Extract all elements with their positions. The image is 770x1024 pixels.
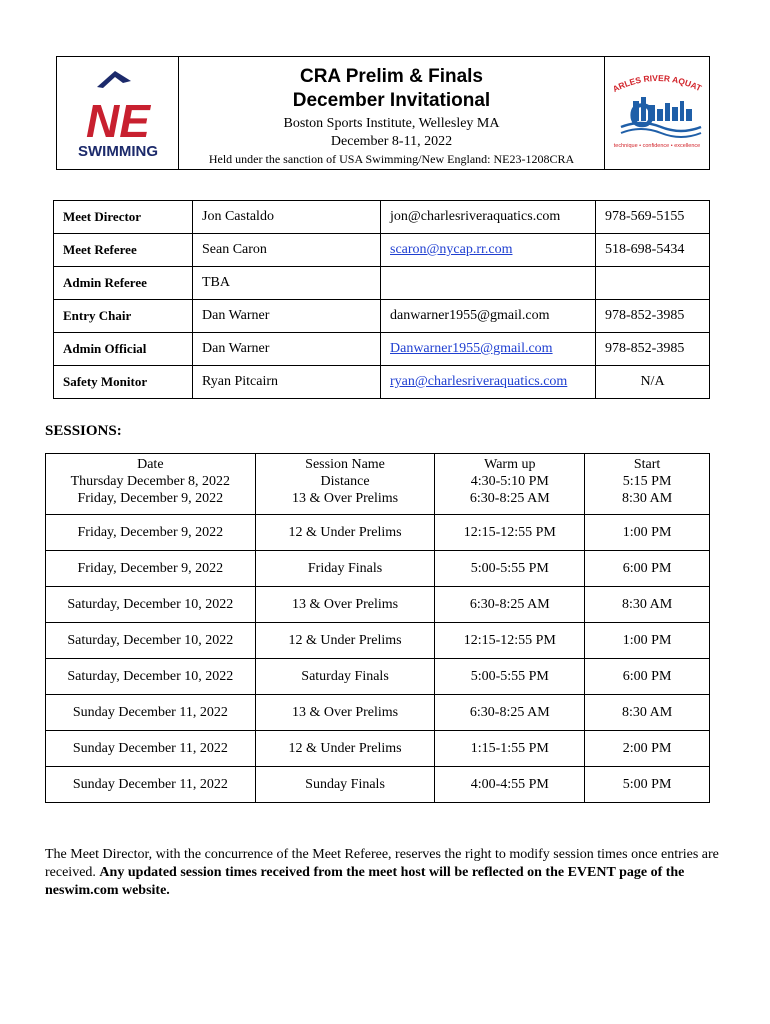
- official-email: jon@charlesriveraquatics.com: [381, 201, 596, 234]
- official-name: Dan Warner: [193, 300, 381, 333]
- session-date-cell: Saturday, December 10, 2022: [46, 587, 256, 623]
- official-phone: 978-569-5155: [596, 201, 710, 234]
- svg-text:C: C: [629, 97, 654, 135]
- official-email[interactable]: scaron@nycap.rr.com: [381, 234, 596, 267]
- table-row: [46, 515, 710, 551]
- warmup-cell: 6:30-8:25 AM: [435, 587, 585, 623]
- start-cell: 6:00 PM: [585, 551, 710, 587]
- svg-text:technique • confidence • excel: technique • confidence • excellence: [613, 143, 701, 149]
- table-row: [46, 623, 710, 659]
- session-name-cell: 12 & Under Prelims: [255, 623, 435, 659]
- start-cell: Start 5:15 PM 8:30 AM: [585, 454, 710, 515]
- start-cell: 2:00 PM: [585, 731, 710, 767]
- official-phone: [596, 267, 710, 300]
- official-role: Entry Chair: [54, 300, 193, 333]
- official-phone: N/A: [596, 366, 710, 399]
- official-role: Admin Referee: [54, 267, 193, 300]
- start-cell: 8:30 AM: [585, 695, 710, 731]
- official-phone: 518-698-5434: [596, 234, 710, 267]
- official-role: Meet Referee: [54, 234, 193, 267]
- official-role: Meet Director: [54, 201, 193, 234]
- session-name-cell: 13 & Over Prelims: [255, 587, 435, 623]
- cra-logo: [604, 57, 709, 169]
- session-date-cell: Friday, December 9, 2022: [46, 551, 256, 587]
- start-cell: 6:00 PM: [585, 659, 710, 695]
- official-name: Dan Warner: [193, 333, 381, 366]
- session-date-cell: Saturday, December 10, 2022: [46, 623, 256, 659]
- start-cell: 5:00 PM: [585, 767, 710, 803]
- official-phone: 978-852-3985: [596, 300, 710, 333]
- session-date-cell: Saturday, December 10, 2022: [46, 659, 256, 695]
- svg-text:SWIMMING: SWIMMING: [78, 143, 158, 160]
- session-name-cell: Sunday Finals: [255, 767, 435, 803]
- meet-title-line1: CRA Prelim & Finals: [299, 66, 483, 87]
- schedule-note: [45, 846, 725, 900]
- official-name: Ryan Pitcairn: [193, 366, 381, 399]
- table-row: [54, 366, 710, 399]
- session-date-cell: Sunday December 11, 2022: [46, 767, 256, 803]
- note-plain: The Meet Director, with the concurrence of the Meet Referee, reserves the right to modify session times once entries are received.: [45, 847, 719, 880]
- start-cell: 1:00 PM: [585, 515, 710, 551]
- table-row: [46, 454, 710, 515]
- table-row: [54, 267, 710, 300]
- warmup-cell: 12:15-12:55 PM: [435, 623, 585, 659]
- meet-venue: Boston Sports Institute, Wellesley MA: [283, 116, 500, 131]
- official-role: Admin Official: [54, 333, 193, 366]
- session-name-cell: 12 & Under Prelims: [255, 515, 435, 551]
- table-row: [46, 587, 710, 623]
- official-role: Safety Monitor: [54, 366, 193, 399]
- warmup-cell: Warm up 4:30-5:10 PM 6:30-8:25 AM: [435, 454, 585, 515]
- table-row: [46, 551, 710, 587]
- swimmer-arc-icon: [97, 71, 131, 88]
- sessions-heading: SESSIONS:: [45, 423, 122, 439]
- start-cell: 8:30 AM: [585, 587, 710, 623]
- officials-table: [53, 200, 710, 399]
- session-date-cell: Sunday December 11, 2022: [46, 695, 256, 731]
- table-row: [46, 659, 710, 695]
- svg-text:NE: NE: [86, 95, 150, 147]
- table-row: [46, 731, 710, 767]
- warmup-cell: 1:15-1:55 PM: [435, 731, 585, 767]
- table-row: [54, 333, 710, 366]
- warmup-cell: 12:15-12:55 PM: [435, 515, 585, 551]
- warmup-cell: 5:00-5:55 PM: [435, 659, 585, 695]
- warmup-cell: 4:00-4:55 PM: [435, 767, 585, 803]
- official-phone: 978-852-3985: [596, 333, 710, 366]
- table-row: [54, 234, 710, 267]
- meet-title-line2: December Invitational: [292, 90, 491, 111]
- session-date-cell: Sunday December 11, 2022: [46, 731, 256, 767]
- table-row: [46, 767, 710, 803]
- official-email[interactable]: ryan@charlesriveraquatics.com: [381, 366, 596, 399]
- official-email: [381, 267, 596, 300]
- session-date-cell: Date Thursday December 8, 2022 Friday, December 9, 2022: [46, 454, 256, 515]
- official-name: Jon Castaldo: [193, 201, 381, 234]
- session-name-cell: Saturday Finals: [255, 659, 435, 695]
- table-row: [46, 695, 710, 731]
- note-bold: Any updated session times received from the meet host will be reflected on the EVENT page of the neswim.com website.: [45, 865, 685, 898]
- official-email[interactable]: Danwarner1955@gmail.com: [381, 333, 596, 366]
- svg-text:CHARLES RIVER AQUATICS: ARLES RIVER AQUAT: [610, 72, 704, 95]
- session-name-cell: 12 & Under Prelims: [255, 731, 435, 767]
- ne-swimming-logo: [57, 57, 179, 169]
- session-name-cell: Session Name Distance 13 & Over Prelims: [255, 454, 435, 515]
- table-row: [54, 300, 710, 333]
- sessions-table: [45, 453, 710, 803]
- start-cell: 1:00 PM: [585, 623, 710, 659]
- session-date-cell: Friday, December 9, 2022: [46, 515, 256, 551]
- warmup-cell: 5:00-5:55 PM: [435, 551, 585, 587]
- official-name: TBA: [193, 267, 381, 300]
- official-name: Sean Caron: [193, 234, 381, 267]
- session-name-cell: Friday Finals: [255, 551, 435, 587]
- warmup-cell: 6:30-8:25 AM: [435, 695, 585, 731]
- table-row: [54, 201, 710, 234]
- meet-dates: December 8-11, 2022: [330, 134, 453, 149]
- session-name-cell: 13 & Over Prelims: [255, 695, 435, 731]
- meet-header: [56, 56, 710, 170]
- official-email: danwarner1955@gmail.com: [381, 300, 596, 333]
- sanction-text: Held under the sanction of USA Swimming/New England: NE23-1208CRA: [208, 152, 575, 166]
